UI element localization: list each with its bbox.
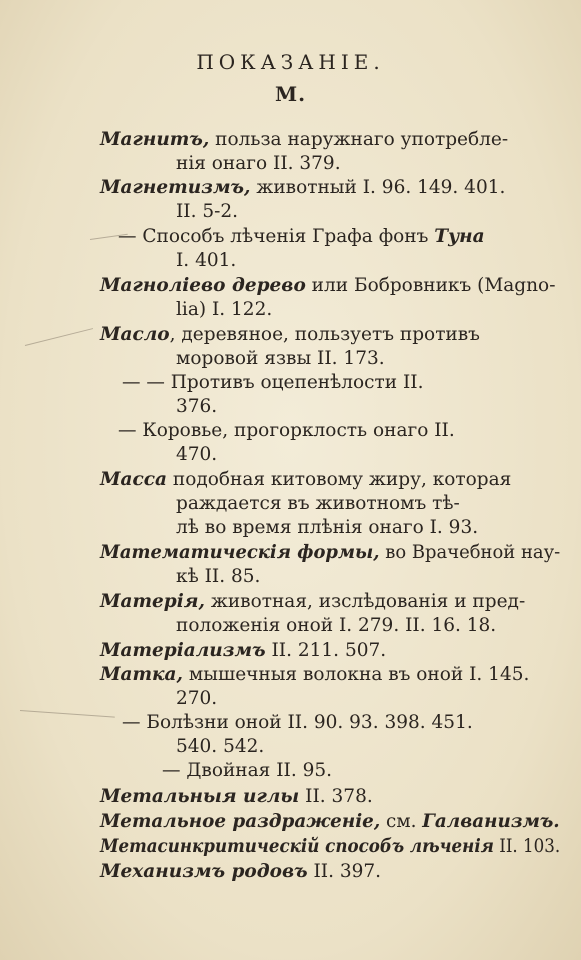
margin-mark [20, 710, 115, 718]
index-line: Метальное раздраженіе, см. Галванизмъ. [100, 811, 560, 832]
index-line: лѣ во время плѣнія онаго I. 93. [176, 517, 479, 538]
index-line: 470. [176, 444, 218, 465]
index-line: Масло, деревяное, пользуетъ противъ [100, 324, 480, 345]
index-line: Матеріализмъ II. 211. 507. [100, 640, 387, 661]
section-letter: М. [274, 82, 307, 106]
index-line: 540. 542. [176, 736, 265, 757]
index-line: I. 401. [176, 250, 237, 271]
index-line: — Двойная II. 95. [162, 760, 333, 781]
page-title: ПОКАЗАНІЕ. [196, 50, 385, 74]
index-line: Магнетизмъ, животный I. 96. 149. 401. [100, 177, 506, 198]
index-line: Механизмъ родовъ II. 397. [100, 861, 382, 882]
index-line: раждается въ животномъ тѣ- [176, 493, 460, 514]
index-line: 270. [176, 688, 218, 709]
index-line: Метальныя иглы II. 378. [100, 786, 373, 807]
index-line: — Способъ лѣченія Графа фонъ Туна [118, 226, 485, 247]
index-line: II. 5-2. [176, 201, 239, 222]
index-line: Масса подобная китовому жиру, которая [100, 469, 512, 490]
index-line: кѣ II. 85. [176, 566, 261, 587]
index-line: положенія оной I. 279. II. 16. 18. [176, 615, 497, 636]
index-line: Метасинкритическій способъ лѣченія II. 103. [100, 836, 561, 857]
index-line: — — Противъ оцепенѣлости II. [122, 372, 424, 393]
index-line: 376. [176, 396, 218, 417]
index-line: Матка, мышечныя волокна въ оной I. 145. [100, 664, 530, 685]
margin-mark [25, 328, 93, 346]
index-line: — Коровье, прогорклость онаго II. [118, 420, 455, 441]
index-line: Матерія, животная, изслѣдованія и пред- [100, 591, 526, 612]
index-line: — Болѣзни оной II. 90. 93. 398. 451. [122, 712, 473, 733]
index-line: Математическія формы, во Врачебной нау- [100, 542, 561, 563]
index-line: lia) I. 122. [176, 299, 273, 320]
index-line: моровой язвы II. 173. [176, 348, 385, 369]
index-line: Магноліево дерево или Бобровникъ (Magno- [100, 275, 556, 296]
index-line: Магнитъ, польза наружнаго употребле- [100, 129, 509, 150]
index-line: нія онаго II. 379. [176, 153, 341, 174]
